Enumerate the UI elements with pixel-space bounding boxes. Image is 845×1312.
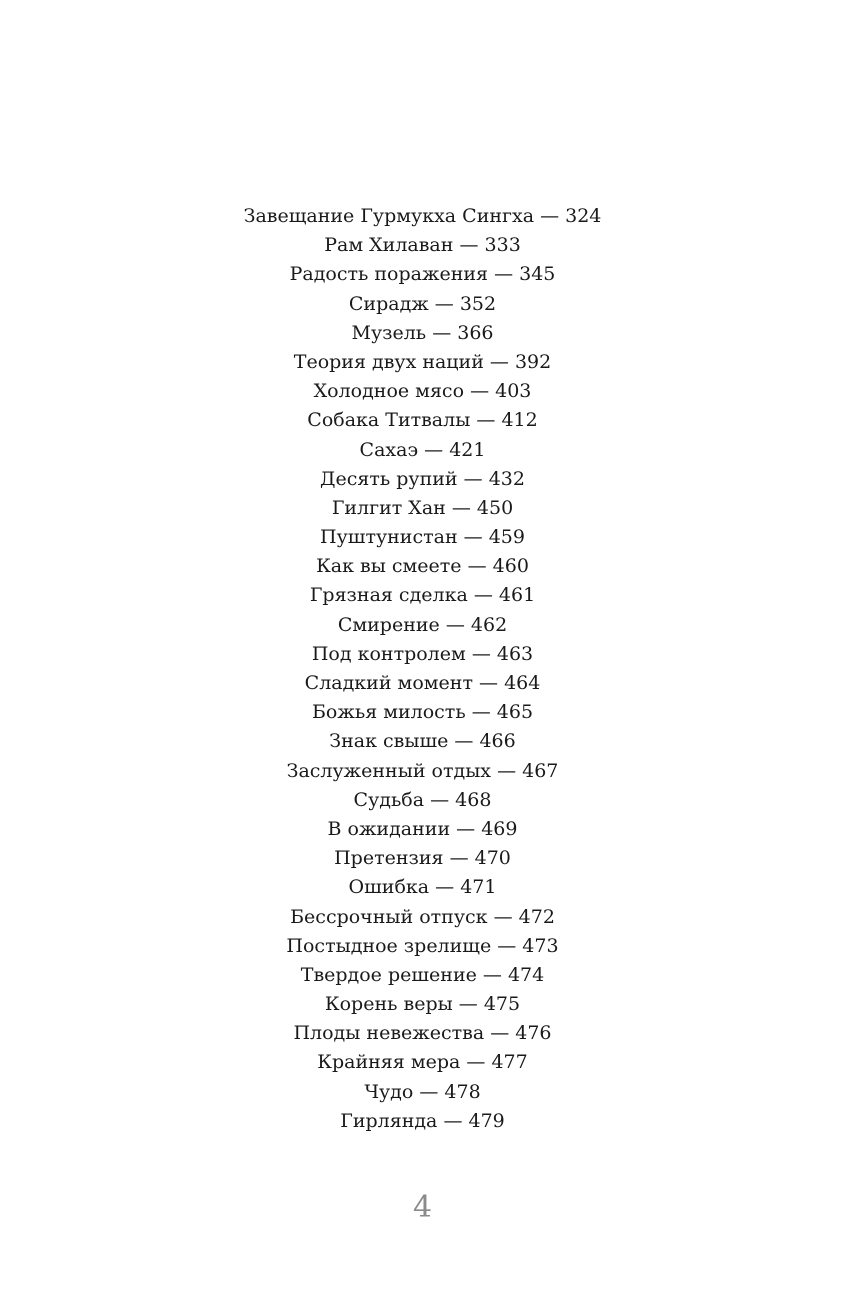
toc-entry-separator: — [494,263,520,286]
toc-entry[interactable] [0,1107,845,1136]
toc-entry-page: 471 [460,876,497,899]
toc-entry-title: Заслуженный отдых [286,759,492,782]
toc-entry-separator: — [451,496,477,519]
toc-entry-title: Постыдное зрелище [286,934,492,957]
toc-entry-separator: — [443,1109,469,1132]
toc-entry-separator: — [424,438,450,461]
toc-entry-separator: — [459,234,485,257]
toc-entry-title: Холодное мясо [313,380,465,403]
toc-entry-separator: — [466,1051,492,1074]
toc-entry-title: Знак свыше [329,730,449,753]
toc-entry-page: 475 [483,993,521,1016]
page-number: 4 [412,1190,433,1225]
toc-entry-separator: — [445,613,471,636]
toc-entry-title: В ожидании [327,817,451,840]
toc-entry-page: 476 [515,1022,552,1045]
toc-entry[interactable] [0,465,845,494]
toc-entry-separator: — [419,1080,445,1103]
toc-entry[interactable] [0,1019,845,1048]
toc-entry-separator: — [473,584,499,607]
toc-entry-title: Десять рупий [320,467,458,490]
toc-entry[interactable] [0,844,845,873]
toc-entry-page: 474 [507,963,545,986]
toc-entry[interactable] [0,611,845,640]
toc-entry-page: 467 [522,759,559,782]
toc-entry-separator: — [497,934,523,957]
toc-entry[interactable] [0,786,845,815]
toc-entry-page: 403 [495,380,532,403]
toc-entry-separator: — [471,642,497,665]
toc-entry-page: 473 [522,934,559,957]
toc-entry[interactable] [0,348,845,377]
toc-entry[interactable] [0,494,845,523]
toc-entry-page: 461 [498,584,536,607]
toc-entry-separator: — [458,993,484,1016]
toc-entry[interactable] [0,990,845,1019]
toc-entry[interactable] [0,581,845,610]
toc-entry-title: Бессрочный отпуск [290,905,488,928]
toc-entry-title: Сирадж [348,292,429,315]
toc-entry-page: 472 [518,905,555,928]
toc-entry-page: 462 [470,613,508,636]
toc-entry-separator: — [476,409,502,432]
toc-entry-title: Завещание Гурмукха Сингха [243,205,535,227]
toc-entry-page: 392 [514,350,552,373]
toc-entry-page: 450 [476,496,514,519]
toc-entry-page: 479 [468,1109,505,1132]
toc-entry-separator: — [435,876,461,899]
toc-entry[interactable] [0,873,845,902]
toc-entry-page: 468 [455,788,492,811]
toc-entry-page: 463 [496,642,534,665]
toc-entry[interactable] [0,669,845,698]
toc-entry-page: 466 [479,730,516,753]
toc-entry[interactable] [0,757,845,786]
toc-entry-page: 465 [496,701,534,724]
toc-entry-separator: — [463,467,489,490]
toc-entry[interactable] [0,406,845,435]
toc-entry-page: 464 [504,672,541,694]
toc-entry[interactable] [0,290,845,319]
toc-entry-separator: — [497,759,523,782]
toc-entry[interactable] [0,903,845,932]
toc-entry[interactable] [0,436,845,465]
toc-entry[interactable] [0,1078,845,1107]
toc-entry-title: Ошибка [348,876,430,899]
toc-entry-separator: — [463,526,489,549]
toc-entry-separator: — [493,905,519,928]
toc-entry[interactable] [0,640,845,669]
toc-entry-title: Чудо [364,1080,414,1103]
toc-entry-title: Пуштунистан [320,526,458,549]
toc-entry-page: 432 [488,467,525,490]
toc-entry-separator: — [482,963,508,986]
toc-entry-separator: — [467,555,493,578]
toc-entry-title: Собака Титвалы [307,409,471,432]
toc-entry-page: 477 [491,1051,528,1074]
toc-entry-separator: — [471,701,497,724]
toc-entry-page: 469 [481,817,518,840]
toc-entry-page: 412 [501,409,538,432]
toc-entry-page: 460 [492,555,529,578]
table-of-contents [0,202,845,1136]
toc-entry-separator: — [454,730,480,753]
toc-entry-separator: — [479,672,505,694]
toc-entry-title: Радость поражения [289,263,489,286]
toc-entry-separator: — [540,205,566,227]
toc-entry[interactable] [0,932,845,961]
toc-entry-title: Сладкий момент [304,672,473,694]
toc-entry-title: Божья милость [311,701,466,724]
toc-entry-separator: — [470,380,496,403]
toc-entry-title: Твердое решение [300,963,477,986]
toc-entry-title: Теория двух наций [293,350,484,373]
toc-entry[interactable] [0,202,845,231]
toc-entry-title: Корень веры [324,993,453,1016]
toc-entry-separator: — [449,847,475,870]
toc-entry-title: Крайняя мера [317,1051,461,1074]
toc-entry-separator: — [430,788,456,811]
toc-entry[interactable] [0,231,845,260]
toc-entry-title: Рам Хилаван [324,234,454,257]
toc-entry-title: Как вы смеете [316,555,462,578]
toc-entry[interactable] [0,727,845,756]
toc-entry-title: Смирение [337,613,440,636]
toc-entry-page: 333 [484,234,521,257]
toc-entry-page: 478 [444,1080,481,1103]
toc-entry-title: Музель [351,321,427,344]
toc-entry[interactable] [0,319,845,348]
toc-entry-page: 345 [519,263,556,286]
toc-entry-page: 352 [459,292,497,315]
toc-entry-title: Грязная сделка [309,584,468,607]
toc-entry-separator: — [489,350,515,373]
toc-entry-page: 324 [565,205,602,227]
toc-entry-page: 366 [457,321,494,344]
toc-entry-page: 459 [488,526,525,549]
toc-entry[interactable] [0,260,845,289]
toc-entry-title: Гирлянда [340,1109,438,1132]
toc-entry[interactable] [0,377,845,406]
toc-entry[interactable] [0,1048,845,1077]
toc-entry[interactable] [0,552,845,581]
toc-entry[interactable] [0,698,845,727]
toc-entry-title: Гилгит Хан [331,496,446,519]
toc-entry[interactable] [0,961,845,990]
toc-entry-title: Судьба [353,788,425,811]
toc-entry[interactable] [0,523,845,552]
toc-entry-page: 470 [474,847,511,870]
toc-entry[interactable] [0,815,845,844]
toc-entry-separator: — [456,817,482,840]
toc-entry-title: Под контролем [311,642,466,665]
toc-entry-separator: — [432,321,458,344]
toc-entry-title: Сахаэ [359,438,419,461]
toc-entry-separator: — [434,292,460,315]
toc-entry-title: Плоды невежества [293,1022,485,1045]
toc-entry-separator: — [490,1022,516,1045]
toc-entry-page: 421 [449,438,486,461]
toc-entry-title: Претензия [334,847,444,870]
